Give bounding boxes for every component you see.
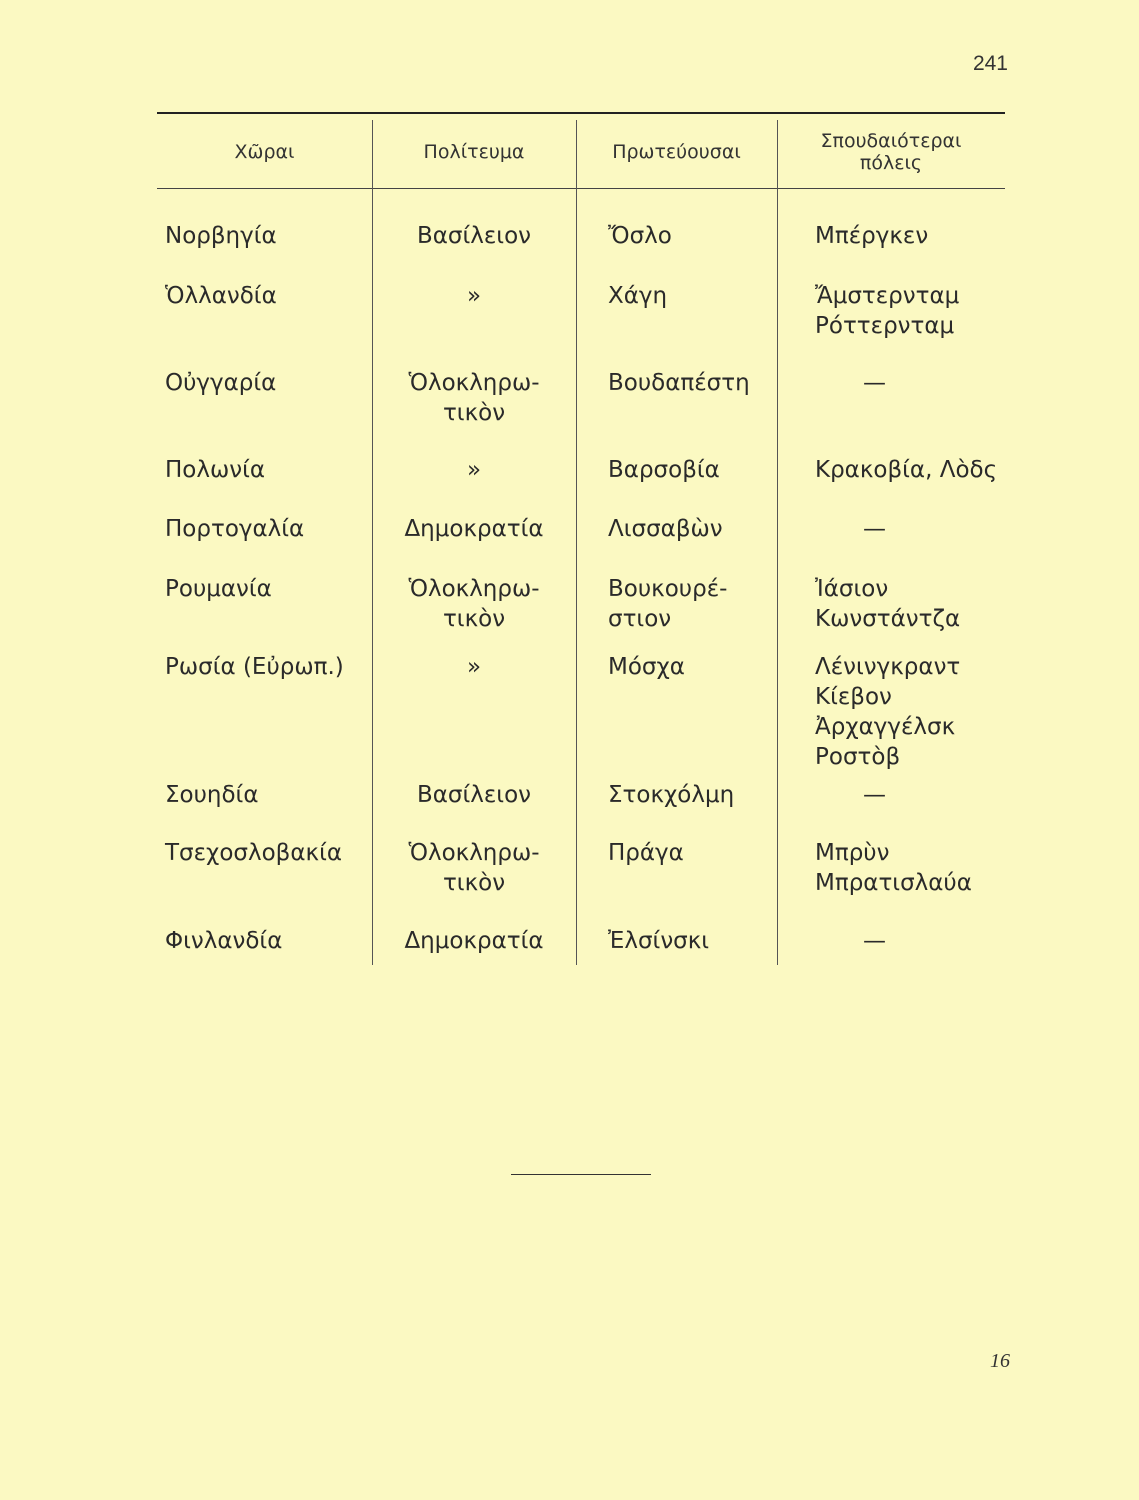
cell-cities: —: [863, 370, 886, 396]
cell-country: Σουηδία: [165, 782, 259, 808]
cell-cities: Κρακοβία, Λὸδς: [815, 457, 998, 483]
footer-rule: [511, 1174, 651, 1175]
cell-cities: Μπέργκεν: [815, 223, 929, 249]
cell-cities: Ἄμστερνταμ Ρόττερνταμ: [815, 283, 960, 339]
cell-capital: Ἐλσίνσκι: [608, 928, 710, 954]
cell-regime: Βασίλειον: [416, 223, 532, 249]
cell-country: Οὐγγαρία: [165, 370, 277, 396]
cell-regime: Ὁλοκληρω- τικὸν: [408, 576, 540, 632]
cell-regime: »: [466, 654, 482, 680]
cell-country: Τσεχοσλοβακία: [165, 840, 343, 866]
cell-cities: —: [863, 782, 886, 808]
cell-capital: Ὄσλο: [608, 223, 672, 249]
table-top-rule: [157, 112, 1005, 114]
cell-regime: Δημοκρατία: [404, 928, 544, 954]
cell-cities: Λένινγκραντ Κίεβον Ἀρχαγγέλσκ Ροστὸβ: [815, 654, 961, 770]
cell-cities: Μπρὺν Μπρατισλαύα: [815, 840, 972, 896]
cell-country: Ρουμανία: [165, 576, 272, 602]
cell-country: Πολωνία: [165, 457, 266, 483]
cell-regime: Βασίλειον: [416, 782, 532, 808]
cell-capital: Βουκουρέ- στιον: [608, 576, 728, 632]
signature-mark: 16: [990, 1350, 1010, 1372]
cell-capital: Βαρσοβία: [608, 457, 720, 483]
cell-regime: Δημοκρατία: [404, 516, 544, 542]
cell-capital: Στοκχόλμη: [608, 782, 735, 808]
cell-country: Ὁλλανδία: [165, 283, 277, 309]
cell-capital: Πράγα: [608, 840, 684, 866]
cell-cities: —: [863, 928, 886, 954]
cell-regime: Ὁλοκληρω- τικὸν: [408, 370, 540, 426]
header-capitals: Πρωτεύουσαι: [612, 141, 741, 163]
header-countries: Χῶραι: [234, 141, 295, 163]
cell-country: Φινλανδία: [165, 928, 283, 954]
table-header-rule: [157, 188, 1005, 189]
cell-cities: —: [863, 516, 886, 542]
cell-regime: Ὁλοκληρω- τικὸν: [408, 840, 540, 896]
header-regime: Πολίτευμα: [423, 141, 525, 163]
cell-capital: Λισσαβὼν: [608, 516, 723, 542]
header-major-cities: Σπουδαιότεραι πόλεις: [820, 130, 962, 174]
cell-country: Πορτογαλία: [165, 516, 305, 542]
cell-capital: Μόσχα: [608, 654, 685, 680]
cell-capital: Βουδαπέστη: [608, 370, 750, 396]
page-number: 241: [972, 52, 1008, 75]
column-divider: [576, 120, 577, 965]
cell-regime: »: [466, 457, 482, 483]
cell-country: Ρωσία (Εὐρωπ.): [165, 654, 344, 680]
cell-capital: Χάγη: [608, 283, 668, 309]
cell-country: Νορβηγία: [165, 223, 277, 249]
cell-cities: Ἰάσιον Κωνστάντζα: [815, 576, 961, 632]
cell-regime: »: [466, 283, 482, 309]
